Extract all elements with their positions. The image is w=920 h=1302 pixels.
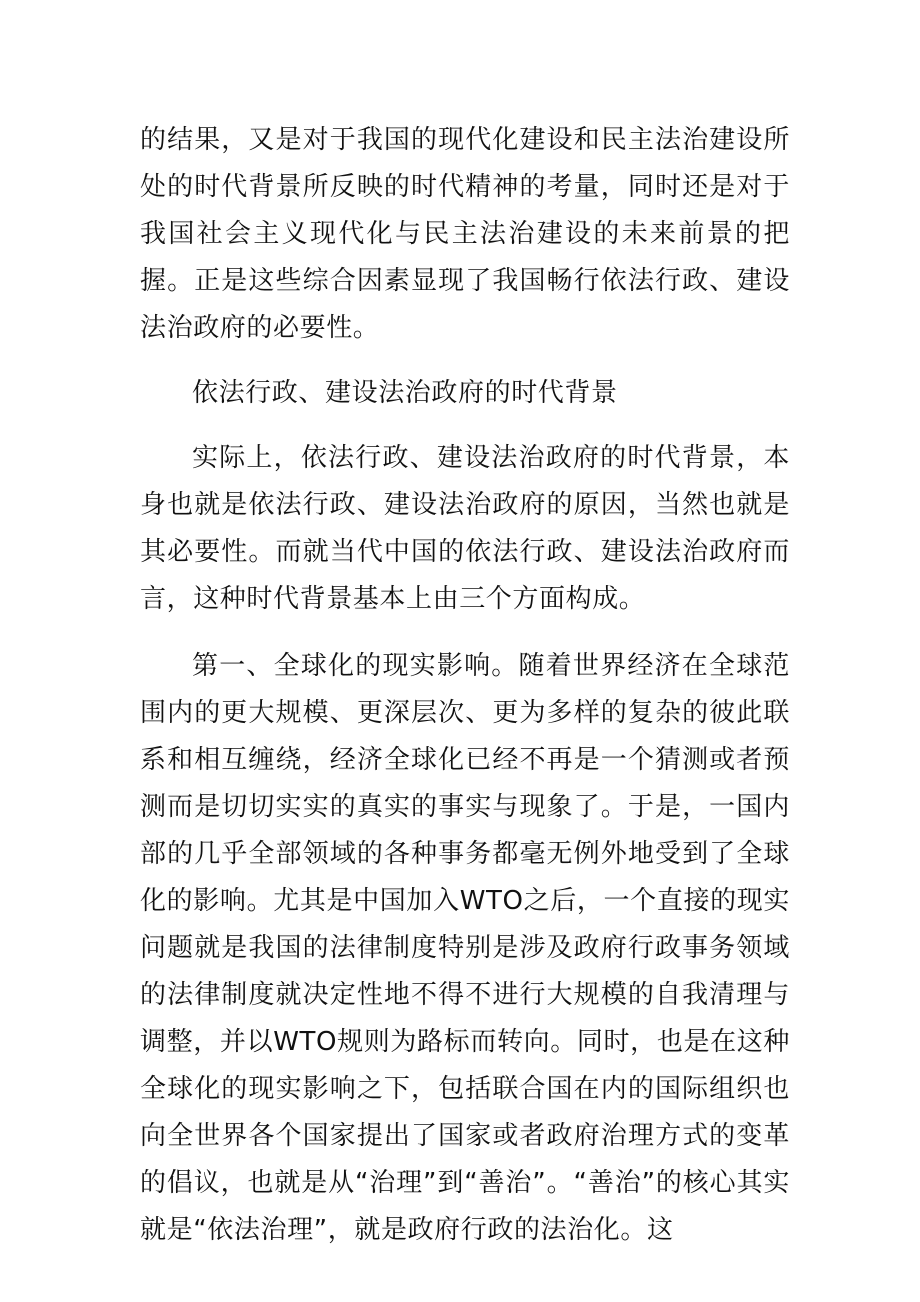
- paragraph-background-intro: 实际上，依法行政、建设法治政府的时代背景，本身也就是依法行政、建设法治政府的原因，当然也就是其必要性。而就当代中国的依法行政、建设法治政府而言，这种时代背景基本上由三个方面构成。: [140, 443, 790, 614]
- paragraph-globalization: 第一、全球化的现实影响。随着世界经济在全球范围内的更大规模、更深层次、更为多样的复杂的彼此联系和相互缠绕，经济全球化已经不再是一个猜测或者预测而是切切实实的真实的事实与现象了。于是，一国内部的几乎全部领域的各种事务都毫无例外地受到了全球化的影响。尤其是中国加入WTO之后，一个直接的现实问题就是我国的法律制度特别是涉及政府行政事务领域的法律制度就决定性地不得不进行大规模的自我清理与调整，并以WTO规则为路标而转向。同时，也是在这种全球化的现实影响之下，包括联合国在内的国际组织也向全世界各个国家提出了国家或者政府治理方式的变革的倡议，也就是从“治理”到“善治”。“善治”的核心其实就是“依法治理”，就是政府行政的法治化。这: [140, 651, 790, 1245]
- document-body: [140, 117, 790, 1254]
- section-heading: 依法行政、建设法治政府的时代背景: [192, 378, 618, 408]
- paragraph-gap: [140, 352, 790, 370]
- paragraph-gap: [140, 623, 790, 643]
- paragraph-gap: [140, 417, 790, 435]
- paragraph-continuation: 的结果，又是对于我国的现代化建设和民主法治建设所处的时代背景所反映的时代精神的考量，同时还是对于我国社会主义现代化与民主法治建设的未来前景的把握。正是这些综合因素显现了我国畅行依法行政、建设法治政府的必要性。: [140, 125, 790, 343]
